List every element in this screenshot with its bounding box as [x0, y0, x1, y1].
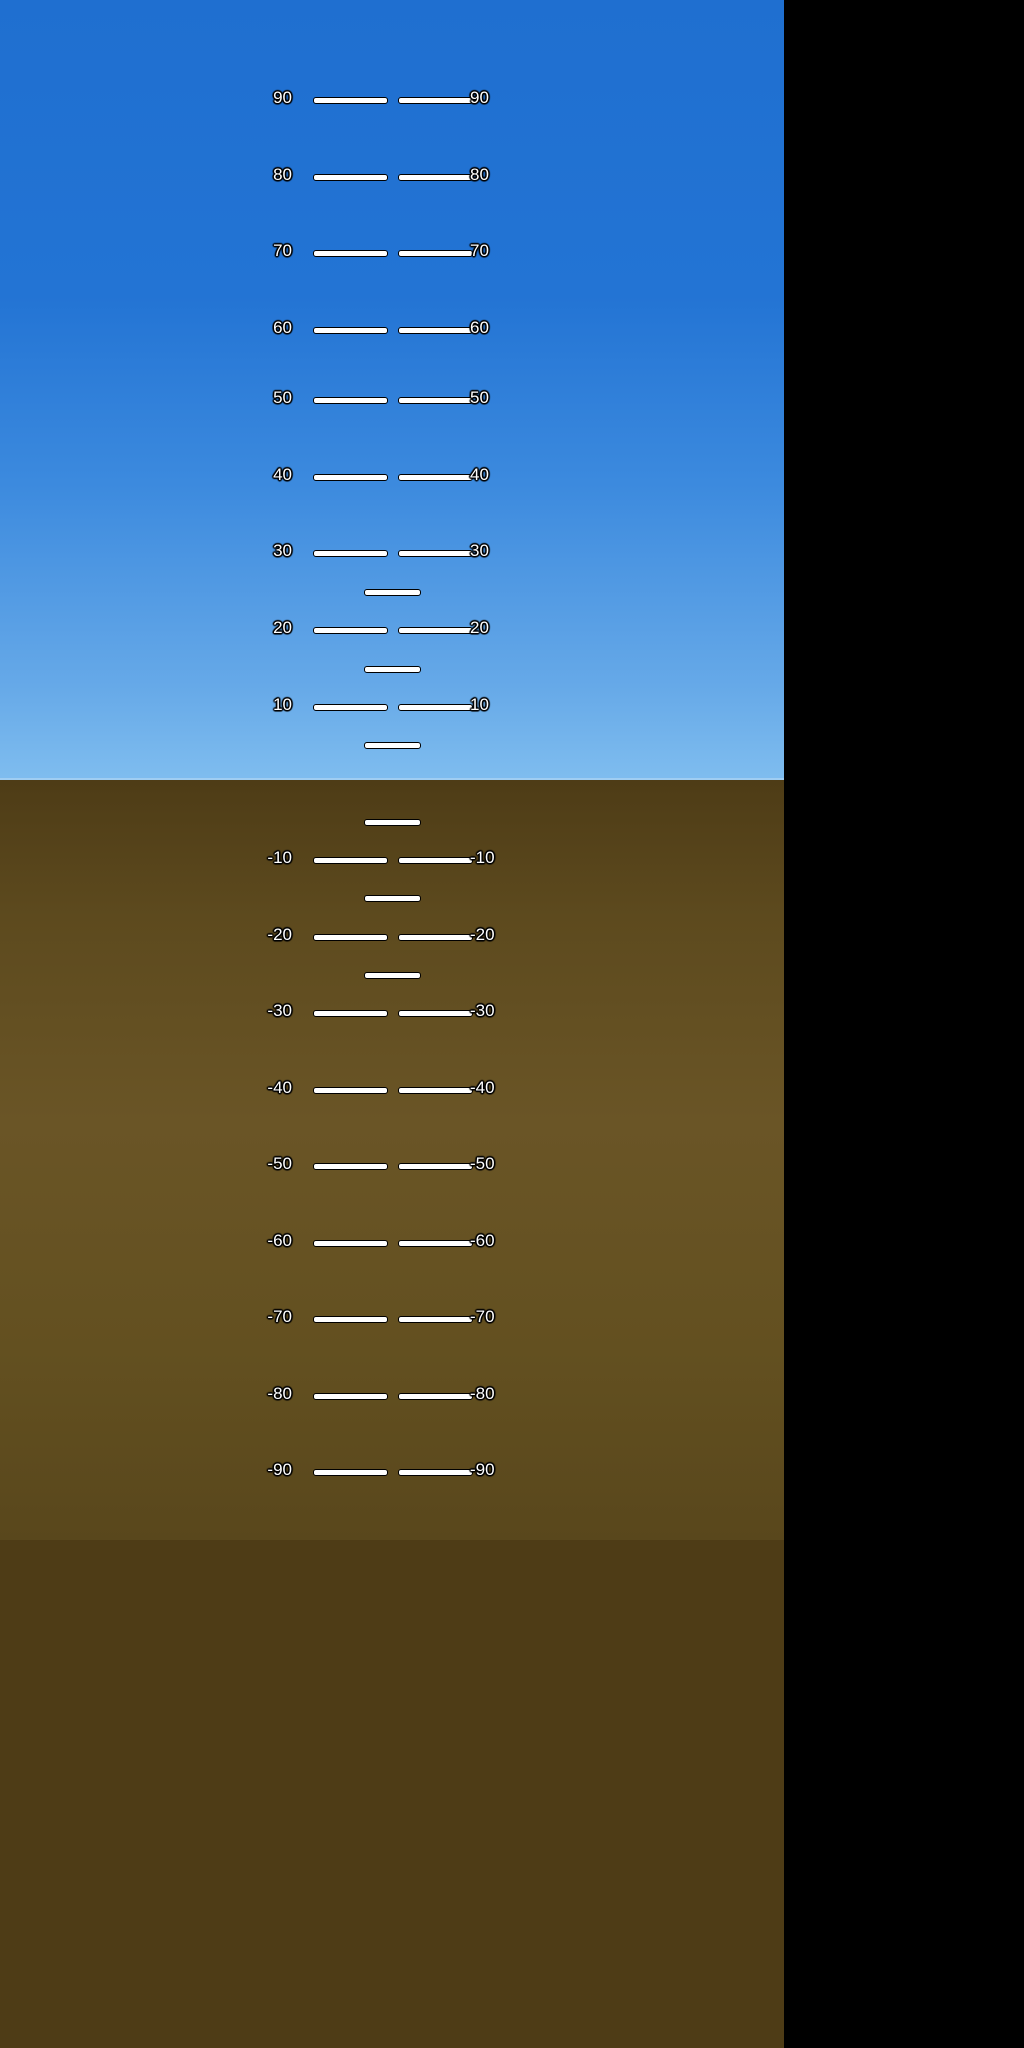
pitch-bar-right: [398, 1240, 473, 1247]
pitch-bar-left: [313, 550, 388, 557]
pitch-label-left: 30: [273, 541, 292, 560]
pitch-label-right: -30: [470, 1001, 495, 1020]
pitch-bar-left: [313, 1469, 388, 1476]
pitch-label-right: -60: [470, 1231, 495, 1250]
pitch-bar-left: [313, 704, 388, 711]
pitch-bar-left: [313, 174, 388, 181]
pitch-label-left: 20: [273, 618, 292, 637]
pitch-label-left: -70: [267, 1307, 292, 1326]
pitch-bar-left: [313, 97, 388, 104]
pitch-bar-right: [398, 1469, 473, 1476]
pitch-bar-right: [398, 934, 473, 941]
pitch-bar-right: [398, 1010, 473, 1017]
pitch-bar-right: [398, 1316, 473, 1323]
pitch-label-left: -80: [267, 1384, 292, 1403]
pitch-label-right: -10: [470, 848, 495, 867]
pitch-bar-right: [398, 1087, 473, 1094]
pitch-label-left: 50: [273, 388, 292, 407]
pitch-label-right: 60: [470, 318, 489, 337]
pitch-bar-left: [313, 1087, 388, 1094]
pitch-label-right: 20: [470, 618, 489, 637]
pitch-bar-left: [313, 250, 388, 257]
pitch-bar-right: [398, 397, 473, 404]
pitch-label-left: -30: [267, 1001, 292, 1020]
pitch-label-left: 90: [273, 88, 292, 107]
pitch-label-right: 30: [470, 541, 489, 560]
pitch-label-right: -90: [470, 1460, 495, 1479]
pitch-label-left: -40: [267, 1078, 292, 1097]
pitch-label-right: -50: [470, 1154, 495, 1173]
pitch-bar-left: [313, 1010, 388, 1017]
pitch-label-left: -50: [267, 1154, 292, 1173]
pitch-bar-left: [313, 1393, 388, 1400]
pitch-bar-left: [313, 627, 388, 634]
pitch-bar-right: [398, 474, 473, 481]
pitch-bar-right: [398, 857, 473, 864]
pitch-label-right: 50: [470, 388, 489, 407]
pitch-label-left: -20: [267, 925, 292, 944]
pitch-bar-left: [313, 327, 388, 334]
pitch-bar-left: [313, 1163, 388, 1170]
pitch-bar-minor: [364, 589, 421, 596]
pitch-label-left: -60: [267, 1231, 292, 1250]
pitch-label-right: 80: [470, 165, 489, 184]
pitch-label-left: 60: [273, 318, 292, 337]
pitch-bar-right: [398, 550, 473, 557]
pitch-label-left: 70: [273, 241, 292, 260]
pitch-bar-right: [398, 1163, 473, 1170]
pitch-bar-left: [313, 1316, 388, 1323]
pitch-label-left: 10: [273, 695, 292, 714]
pitch-bar-minor: [364, 742, 421, 749]
pitch-bar-minor: [364, 972, 421, 979]
pitch-bar-left: [313, 934, 388, 941]
pitch-bar-minor: [364, 819, 421, 826]
pitch-label-left: -90: [267, 1460, 292, 1479]
pitch-label-left: 80: [273, 165, 292, 184]
pitch-bar-right: [398, 627, 473, 634]
pitch-bar-right: [398, 250, 473, 257]
pitch-label-right: -70: [470, 1307, 495, 1326]
pitch-bar-left: [313, 397, 388, 404]
pitch-label-right: -80: [470, 1384, 495, 1403]
pitch-bar-minor: [364, 666, 421, 673]
pitch-label-right: -20: [470, 925, 495, 944]
pitch-bar-left: [313, 857, 388, 864]
pitch-bar-left: [313, 474, 388, 481]
pitch-label-left: 40: [273, 465, 292, 484]
pitch-label-left: -10: [267, 848, 292, 867]
pitch-label-right: 10: [470, 695, 489, 714]
pitch-label-right: -40: [470, 1078, 495, 1097]
right-letterbox: [784, 0, 1024, 2048]
pitch-bar-minor: [364, 895, 421, 902]
pitch-bar-right: [398, 97, 473, 104]
pitch-bar-right: [398, 1393, 473, 1400]
pitch-bar-right: [398, 174, 473, 181]
pitch-label-right: 40: [470, 465, 489, 484]
pitch-bar-left: [313, 1240, 388, 1247]
pitch-label-right: 70: [470, 241, 489, 260]
pitch-bar-right: [398, 704, 473, 711]
pitch-bar-right: [398, 327, 473, 334]
pitch-label-right: 90: [470, 88, 489, 107]
